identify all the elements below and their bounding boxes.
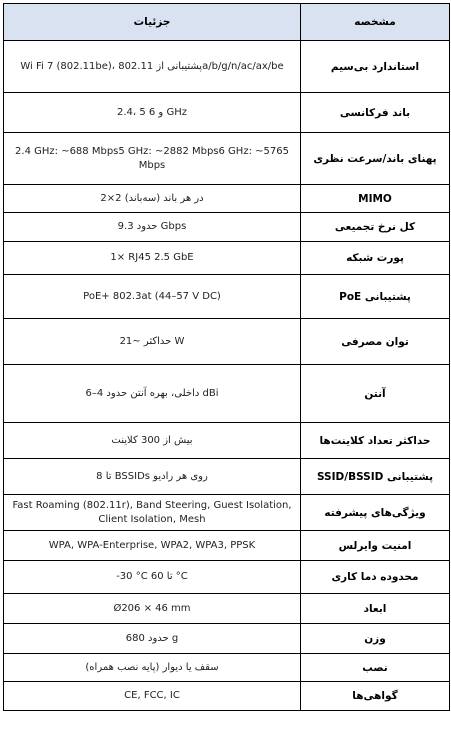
table-row <box>4 213 450 242</box>
row-detail: Ø206 × 46 mm <box>4 594 301 624</box>
row-spec: استاندارد بی‌سیم <box>301 41 450 93</box>
table-row <box>4 654 450 682</box>
table-row <box>4 41 450 93</box>
table-row <box>4 319 450 365</box>
table-row <box>4 495 450 531</box>
header-details: جزئیات <box>4 4 301 41</box>
row-detail: داخلی، بهره آنتن حدود 4–6 dBi <box>4 365 301 423</box>
row-detail: 2.4 GHz: ~688 Mbps5 GHz: ~2882 Mbps6 GHz: ~5765 Mbps <box>4 133 301 185</box>
table-row <box>4 624 450 654</box>
row-spec: گواهی‌ها <box>301 682 450 711</box>
row-detail: Wi Fi 7 (802.11be)، پشتیبانی از 802.11a/b/g/n/ac/ax/be <box>4 41 301 93</box>
row-detail: CE, FCC, IC <box>4 682 301 711</box>
table-row <box>4 275 450 319</box>
row-detail: 2×2 در هر باند (سه‌باند) <box>4 185 301 213</box>
row-spec: کل نرخ تجمیعی <box>301 213 450 242</box>
row-spec: حداکثر تعداد کلاینت‌ها <box>301 423 450 459</box>
table-row <box>4 561 450 594</box>
table-row <box>4 594 450 624</box>
table-header-row <box>4 4 450 41</box>
table-row <box>4 682 450 711</box>
row-detail: -30 °C تا 60 °C <box>4 561 301 594</box>
row-spec: توان مصرفی <box>301 319 450 365</box>
spec-table-container <box>3 3 448 711</box>
row-detail: WPA, WPA-Enterprise, WPA2, WPA3, PPSK <box>4 531 301 561</box>
row-spec: پورت شبکه <box>301 242 450 275</box>
row-spec: پشتیبانی PoE <box>301 275 450 319</box>
row-detail: بیش از 300 کلاینت <box>4 423 301 459</box>
row-spec: پهنای باند/سرعت نظری <box>301 133 450 185</box>
table-row <box>4 531 450 561</box>
row-spec: آنتن <box>301 365 450 423</box>
table-row <box>4 93 450 133</box>
row-spec: ابعاد <box>301 594 450 624</box>
row-spec: باند فرکانسی <box>301 93 450 133</box>
table-row <box>4 459 450 495</box>
row-detail: حدود 9.3 Gbps <box>4 213 301 242</box>
row-detail: 2.4، 5 و 6 GHz <box>4 93 301 133</box>
table-row <box>4 365 450 423</box>
row-detail: حدود 680 g <box>4 624 301 654</box>
row-spec: MIMO <box>301 185 450 213</box>
row-spec: امنیت وایرلس <box>301 531 450 561</box>
row-spec: ویژگی‌های پیشرفته <box>301 495 450 531</box>
row-spec: وزن <box>301 624 450 654</box>
table-row <box>4 133 450 185</box>
row-detail: حداکثر ~21 W <box>4 319 301 365</box>
table-row <box>4 423 450 459</box>
row-detail: 1× RJ45 2.5 GbE <box>4 242 301 275</box>
table-row <box>4 185 450 213</box>
row-detail: Fast Roaming (802.11r), Band Steering, Guest Isolation, Client Isolation, Mesh <box>4 495 301 531</box>
row-detail: تا 8 BSSIDs روی هر رادیو <box>4 459 301 495</box>
row-detail: سقف یا دیوار (پایه نصب همراه) <box>4 654 301 682</box>
row-spec: نصب <box>301 654 450 682</box>
row-detail: PoE+ 802.3at (44–57 V DC) <box>4 275 301 319</box>
table-row <box>4 242 450 275</box>
spec-table <box>3 3 450 711</box>
row-spec: پشتیبانی SSID/BSSID <box>301 459 450 495</box>
header-spec: مشخصه <box>301 4 450 41</box>
row-spec: محدوده دما کاری <box>301 561 450 594</box>
